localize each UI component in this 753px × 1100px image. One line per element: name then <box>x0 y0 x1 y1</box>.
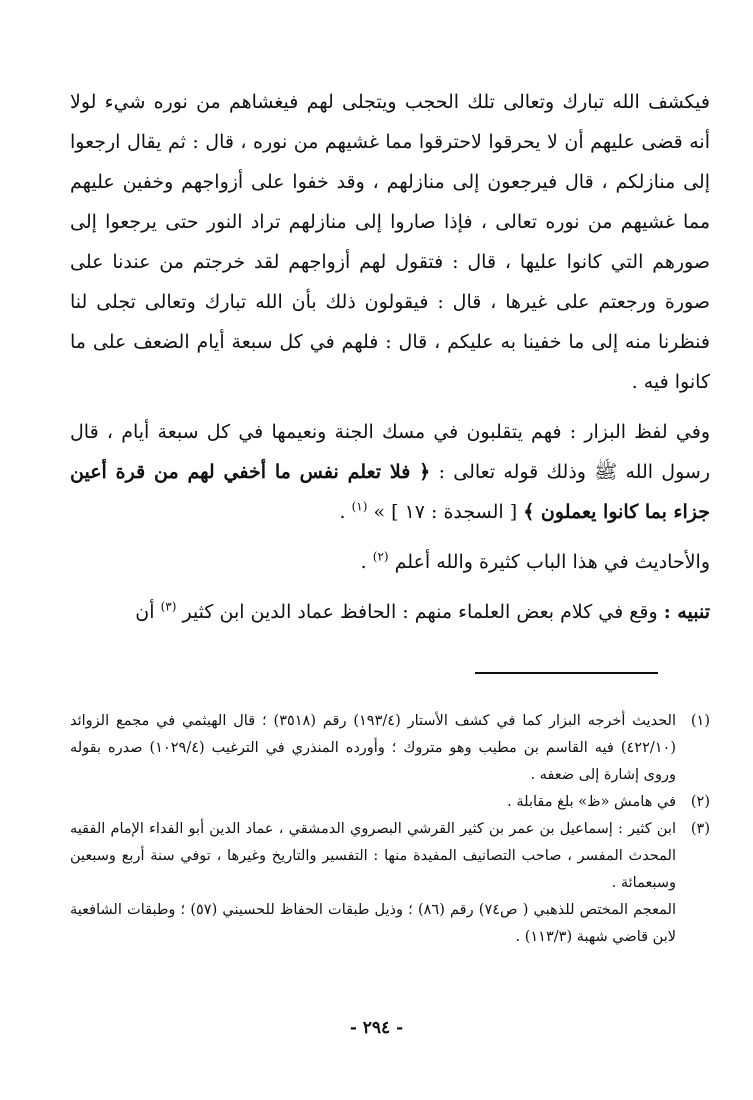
footnote-3-references: المعجم المختص للذهبي ( ص٧٤) رقم (٨٦) ؛ وذيل طبقات الحفاظ للحسيني (٥٧) ؛ وطبقات الشافعية لابن قاضي شهبة (١١٣/٣) . <box>70 902 676 945</box>
footnote-3-text: ابن كثير : إسماعيل بن عمر بن كثير القرشي البصروي الدمشقي ، عماد الدين أبو الفداء الإمام الفقيه المحدث المفسر ، صاحب التصانيف المفيدة منها : التفسير والتاريخ وغيرها ، توفي سنة أربع وسبعين وسبعمائة . <box>70 821 676 891</box>
paragraph-2-text: وفي لفظ البزار : فهم يتقلبون في مسك الجنة ونعيمها في كل سبعة أيام ، قال رسول الله ﷺ وذلك قوله تعالى : <box>70 421 711 483</box>
paragraph-2-end: . <box>339 501 346 523</box>
quran-reference: [ السجدة : ١٧ ] » <box>373 501 518 523</box>
paragraph-2 <box>70 412 710 532</box>
paragraph-3 <box>70 542 710 582</box>
footnote-1-text: الحديث أخرجه البزار كما في كشف الأستار (١٩٣/٤) رقم (٣٥١٨) ؛ قال الهيثمي في مجمع الزوائد (٤٢٢/١٠) فيه القاسم بن مطيب وهو متروك ؛ وأورده المنذري في الترغيب (١٠٢٩/٤) صدره بقوله وروى إشارة إلى ضعفه . <box>70 713 676 783</box>
paragraph-1: فيكشف الله تبارك وتعالى تلك الحجب ويتجلى لهم فيغشاهم من نوره شيء لولا أنه قضى عليهم أن لا يحرقوا لاحترقوا مما غشيهم من نوره ، قال : ثم يقال ارجعوا إلى منازلكم ، قال فيرجعون إلى منازلهم ، وقد خفوا على أزواجهم وخفين عليهم مما غشيهم من نوره تعالى ، فإذا صاروا إلى منازلهم تراد النور حتى يرجعوا إلى صورهم التي كانوا عليها ، قال : فتقول لهم أزواجهم لقد خرجتم من عندنا على صورة ورجعتم على غيرها ، قال : فيقولون ذلك بأن الله تبارك وتعالى تجلى لنا فنظرنا منه إلى ما خفينا به عليكم ، قال : فلهم في كل سبعة أيام الضعف على ما كانوا فيه . <box>70 91 710 393</box>
footnote-ref-3: (٣) <box>160 599 177 614</box>
footnote-1-number: (١) <box>690 713 710 729</box>
page-number: - ٢٩٤ - <box>349 1018 404 1038</box>
footnote-separator <box>475 672 658 674</box>
footnote-2 <box>70 789 710 816</box>
paragraph-3-end: . <box>360 551 367 573</box>
footnote-ref-2: (٢) <box>372 549 389 564</box>
paragraph-4 <box>70 592 710 632</box>
footnotes <box>70 708 710 951</box>
footnote-3-number: (٣) <box>690 821 710 837</box>
footnote-3 <box>70 816 710 897</box>
paragraph-4-text: وقع في كلام بعض العلماء منهم : الحافظ عماد الدين ابن كثير <box>182 601 658 623</box>
paragraph-4-end: أن <box>135 601 155 623</box>
footnote-ref-1: (١) <box>351 499 368 514</box>
quran-verse: ﴿ فلا تعلم نفس ما أخفي لهم من قرة أعين جزاء بما كانوا يعملون ﴾ <box>70 461 710 523</box>
paragraph-3-text: والأحاديث في هذا الباب كثيرة والله أعلم <box>394 551 710 573</box>
footnote-1 <box>70 708 710 789</box>
footnote-2-number: (٢) <box>690 794 710 810</box>
footnote-2-text: في هامش «ظ» بلغ مقابلة . <box>507 794 676 810</box>
note-label: تنبيه : <box>663 601 710 623</box>
main-text <box>70 82 710 632</box>
